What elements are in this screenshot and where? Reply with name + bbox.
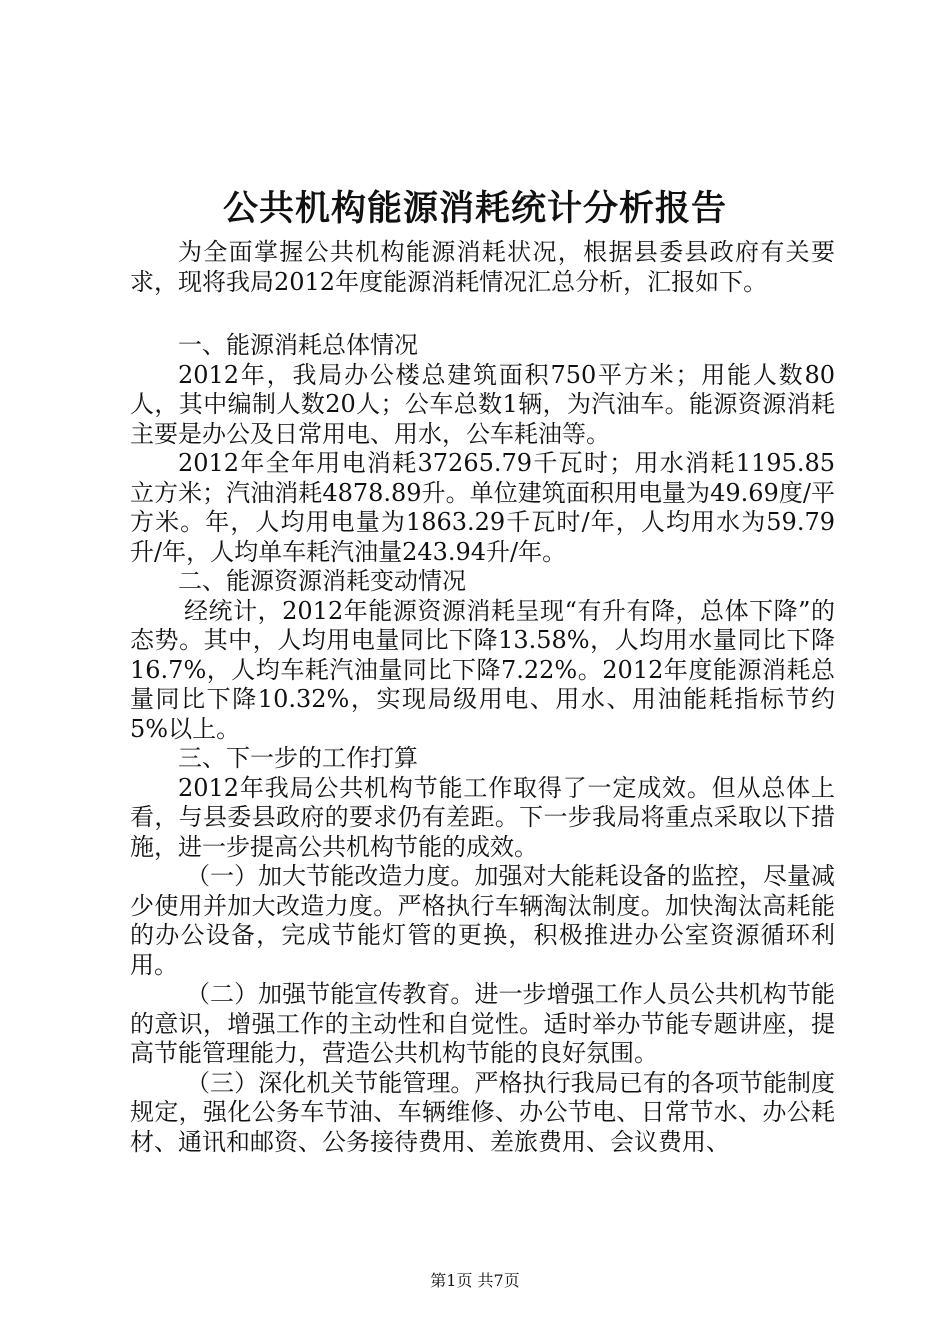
section3-measure-3: （三）深化机关节能管理。严格执行我局已有的各项节能制度规定，强化公务车节油、车辆维修、办公节电、日常节水、办公耗材、通讯和邮资、公务接待费用、差旅费用、会议费用、 [130, 1068, 835, 1156]
paragraph-gap [130, 297, 835, 331]
section2-paragraph-1: 经统计，2012年能源资源消耗呈现“有升有降，总体下降”的态势。其中，人均用电量同比下降13.58%，人均用水量同比下降16.7%，人均车耗汽油量同比下降7.22%。2012年度能源消耗总量同比下降10.32%，实现局级用电、用水、用油能耗指标节约5%以上。 [130, 596, 835, 743]
section1-paragraph-2: 2012年全年用电消耗37265.79千瓦时；用水消耗1195.85立方米；汽油消耗4878.89升。单位建筑面积用电量为49.69度/平方米。年，人均用电量为1863.29千瓦时/年，人均用水为59.79升/年，人均单车耗汽油量243.94升/年。 [130, 449, 835, 566]
page-number-footer: 第1页 共7页 [430, 1271, 520, 1290]
section3-measure-1: （一）加大节能改造力度。加强对大能耗设备的监控，尽量减少使用并加大改造力度。严格执行车辆淘汰制度。加快淘汰高耗能的办公设备，完成节能灯管的更换，积极推进办公室资源循环利用。 [130, 862, 835, 979]
document-body [130, 238, 835, 1157]
section1-heading: 一、能源消耗总体情况 [178, 331, 418, 359]
intro-paragraph: 为全面掌握公共机构能源消耗状况，根据县委县政府有关要求，现将我局2012年度能源消耗情况汇总分析，汇报如下。 [130, 238, 835, 296]
section3-heading: 三、下一步的工作打算 [178, 744, 418, 772]
section1-paragraph-1: 2012年，我局办公楼总建筑面积750平方米；用能人数80人，其中编制人数20人；公车总数1辆，为汽油车。能源资源消耗主要是办公及日常用电、用水，公车耗油等。 [130, 360, 835, 448]
section3-measure-2: （二）加强节能宣传教育。进一步增强工作人员公共机构节能的意识，增强工作的主动性和自觉性。适时举办节能专题讲座，提高节能管理能力，营造公共机构节能的良好氛围。 [130, 980, 835, 1067]
document-title: 公共机构能源消耗统计分析报告 [222, 189, 727, 229]
section3-paragraph-1: 2012年我局公共机构节能工作取得了一定成效。但从总体上看，与县委县政府的要求仍有差距。下一步我局将重点采取以下措施，进一步提高公共机构节能的成效。 [130, 773, 835, 861]
section2-heading: 二、能源资源消耗变动情况 [178, 567, 466, 595]
